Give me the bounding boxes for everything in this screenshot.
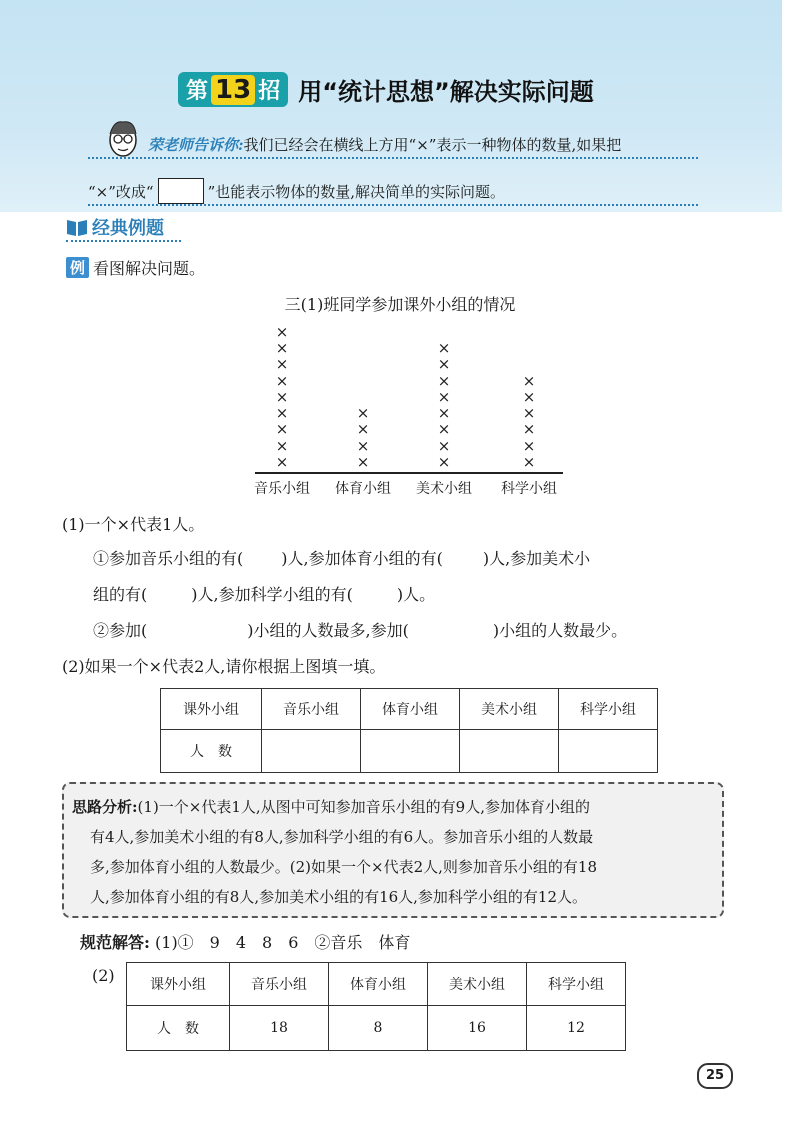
table-header-cell: 体育小组	[361, 689, 460, 730]
table-header-cell: 音乐小组	[230, 963, 329, 1006]
tip-text-2a: “×”改成“	[88, 182, 154, 201]
q-text: )人。	[396, 585, 436, 604]
section-underline	[66, 240, 181, 242]
answer-table	[126, 962, 626, 1051]
chart-title: 三(1)班同学参加课外小组的情况	[284, 295, 516, 314]
analysis-line-3: 多,参加体育小组的人数最少。(2)如果一个×代表2人,则参加音乐小组的有18	[90, 858, 597, 876]
table-input-cell[interactable]	[460, 730, 559, 773]
analysis-text: (1)一个×代表1人,从图中可知参加音乐小组的有9人,参加体育小组的	[137, 798, 590, 816]
tally-mark: ×	[275, 404, 289, 423]
table-header-cell: 科学小组	[559, 689, 658, 730]
question-2: (2)如果一个×代表2人,请你根据上图填一填。	[62, 657, 386, 676]
example-prompt	[66, 256, 205, 279]
book-icon	[66, 217, 88, 237]
table-cell: 12	[527, 1006, 626, 1051]
tally-mark: ×	[437, 355, 451, 374]
tally-mark: ×	[275, 371, 289, 390]
table-header-row	[127, 963, 626, 1006]
category-label: 美术小组	[416, 481, 472, 497]
tally-mark: ×	[522, 420, 536, 439]
tally-mark: ×	[437, 338, 451, 357]
tally-mark: ×	[522, 404, 536, 423]
table-header-cell: 美术小组	[428, 963, 527, 1006]
tally-mark: ×	[356, 436, 370, 455]
table-input-cell[interactable]	[361, 730, 460, 773]
badge-prefix: 第	[186, 79, 209, 104]
lesson-title: 用“统计思想”解决实际问题	[298, 78, 594, 106]
tally-mark: ×	[275, 453, 289, 471]
tally-mark: ×	[275, 387, 289, 406]
tally-mark: ×	[437, 420, 451, 439]
category-label: 体育小组	[335, 481, 391, 497]
table-header-cell: 科学小组	[527, 963, 626, 1006]
tip-label: 荣老师告诉你:	[148, 136, 244, 154]
tally-mark: ×	[437, 404, 451, 423]
tally-mark: ×	[356, 453, 370, 471]
dotted-divider	[88, 204, 698, 206]
tip-line-1	[148, 134, 621, 155]
tip-line-2	[88, 178, 505, 204]
tally-mark: ×	[275, 322, 289, 341]
question-1-2	[93, 618, 627, 641]
answer-part-2: (2)	[92, 966, 115, 985]
category-label: 音乐小组	[254, 481, 310, 497]
tip-text-1: 我们已经会在横线上方用“×”表示一种物体的数量,如果把	[243, 136, 622, 154]
tally-mark: ×	[275, 420, 289, 439]
analysis-line-2: 有4人,参加美术小组的有8人,参加科学小组的有6人。参加音乐小组的人数最	[90, 828, 594, 846]
analysis-box	[62, 782, 724, 918]
section-title	[66, 214, 164, 240]
badge-number: 13	[211, 75, 255, 105]
tally-mark: ×	[437, 436, 451, 455]
analysis-line-1	[72, 796, 590, 817]
analysis-label: 思路分析:	[72, 798, 138, 816]
q-text: )小组的人数最少。	[492, 621, 628, 640]
q-text: 组的有(	[93, 585, 148, 604]
question-1: (1)一个×代表1人。	[62, 515, 205, 534]
q-text: ①参加音乐小组的有(	[93, 549, 244, 568]
fill-in-table	[160, 688, 658, 773]
q-text: )人,参加美术小	[482, 549, 591, 568]
tally-mark: ×	[275, 338, 289, 357]
tally-mark: ×	[356, 404, 370, 423]
answer-row	[80, 930, 410, 953]
blank-box	[158, 178, 204, 204]
answer-label: 规范解答:	[80, 933, 150, 952]
table-header-cell: 音乐小组	[262, 689, 361, 730]
table-header-cell: 美术小组	[460, 689, 559, 730]
teacher-face-icon	[104, 118, 142, 160]
section-title-text: 经典例题	[92, 218, 164, 239]
tally-mark: ×	[522, 371, 536, 390]
analysis-line-4: 人,参加体育小组的有8人,参加美术小组的有16人,参加科学小组的有12人。	[90, 888, 588, 906]
question-1-1-line-1	[93, 546, 590, 569]
page-number: 25	[697, 1063, 733, 1089]
example-text: 看图解决问题。	[93, 259, 206, 278]
tally-mark: ×	[522, 453, 536, 471]
lesson-title-row	[178, 72, 594, 107]
tally-mark: ×	[522, 436, 536, 455]
answer-part-1: (1)① 9 4 8 6 ②音乐 体育	[155, 933, 411, 952]
chart-baseline	[255, 472, 563, 474]
tally-mark: ×	[437, 371, 451, 390]
badge-suffix: 招	[258, 79, 281, 104]
tally-mark: ×	[437, 387, 451, 406]
example-badge: 例	[66, 257, 89, 278]
table-row-label: 人 数	[161, 730, 262, 773]
table-header-cell: 体育小组	[329, 963, 428, 1006]
tally-mark: ×	[275, 355, 289, 374]
q-text: )人,参加科学小组的有(	[191, 585, 353, 604]
table-row	[161, 730, 658, 773]
table-cell: 16	[428, 1006, 527, 1051]
table-cell: 8	[329, 1006, 428, 1051]
tally-mark: ×	[522, 387, 536, 406]
tip-text-2b: ”也能表示物体的数量,解决简单的实际问题。	[207, 182, 506, 201]
table-input-cell[interactable]	[559, 730, 658, 773]
table-input-cell[interactable]	[262, 730, 361, 773]
question-1-1-line-2	[93, 582, 435, 605]
lesson-badge	[178, 72, 288, 107]
table-cell: 18	[230, 1006, 329, 1051]
table-header-cell: 课外小组	[127, 963, 230, 1006]
table-row	[127, 1006, 626, 1051]
table-header-row	[161, 689, 658, 730]
table-row-label: 人 数	[127, 1006, 230, 1051]
tally-mark: ×	[437, 453, 451, 471]
q-text: ②参加(	[93, 621, 148, 640]
dotted-divider	[88, 157, 698, 159]
q-text: )小组的人数最多,参加(	[247, 621, 409, 640]
table-header-cell: 课外小组	[161, 689, 262, 730]
tally-mark: ×	[356, 420, 370, 439]
category-label: 科学小组	[501, 481, 557, 497]
tally-mark: ×	[275, 436, 289, 455]
q-text: )人,参加体育小组的有(	[281, 549, 443, 568]
